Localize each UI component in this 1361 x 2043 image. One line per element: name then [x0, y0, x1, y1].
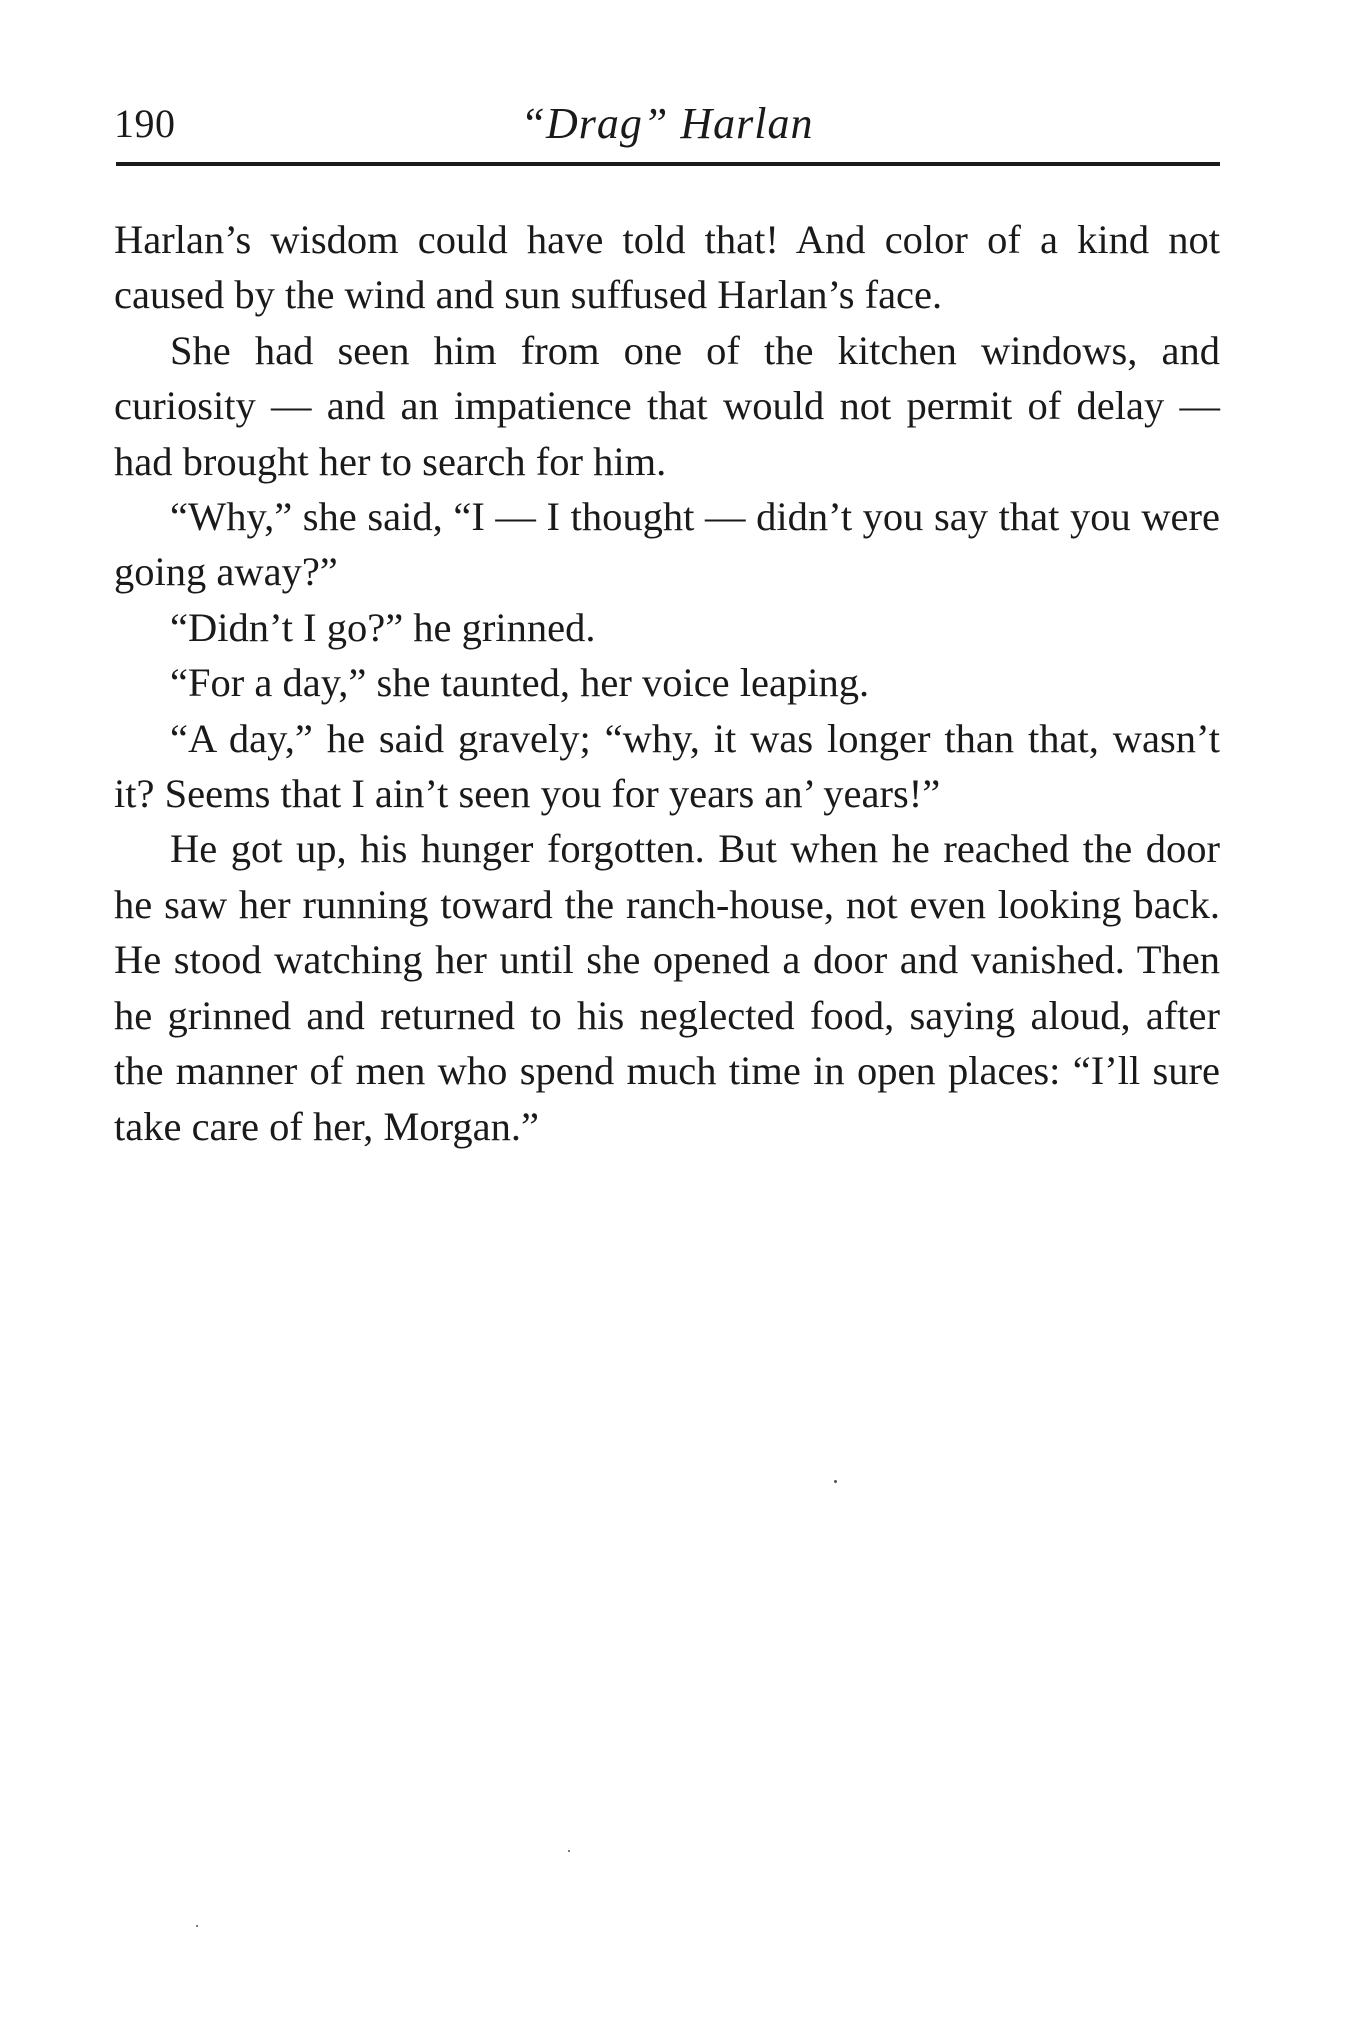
- page-header: [114, 96, 1220, 152]
- paragraph-6: “A day,” he said gravely; “why, it was longer than that, wasn’t it? Seems that I ain’t seen you for years an’ years!”: [114, 715, 1220, 817]
- paragraph-4: “Didn’t I go?” he grinned.: [170, 604, 596, 650]
- header-rule: [116, 162, 1220, 166]
- paragraph-1: Harlan’s wisdom could have told that! And color of a kind not caused by the wind and sun suffused Harlan’s face.: [114, 217, 1220, 318]
- paper-speck: [196, 1925, 198, 1927]
- running-title: “Drag” Harlan: [520, 99, 814, 148]
- body-text: [114, 212, 1220, 1154]
- paper-speck: [568, 1850, 570, 1852]
- paragraph-7: He got up, his hunger forgotten. But when he reached the door he saw her running toward the ranch-house, not even looking back. He stood watching her until she opened a door and vanished. Then he grinned and returned to his neglected food, saying aloud, after the manner of men who spend much time in open places: “I’ll sure take care of her, Morgan.”: [114, 826, 1220, 1149]
- paragraph-3: “Why,” she said, “I — I thought — didn’t you say that you were going away?”: [114, 494, 1220, 595]
- paragraph-2: She had seen him from one of the kitchen windows, and curiosity — and an impatience that would not permit of delay — had brought her to search for him.: [114, 327, 1220, 484]
- paragraph-5: “For a day,” she taunted, her voice leaping.: [170, 660, 870, 706]
- page-number: 190: [114, 101, 176, 146]
- paper-speck: [834, 1480, 837, 1483]
